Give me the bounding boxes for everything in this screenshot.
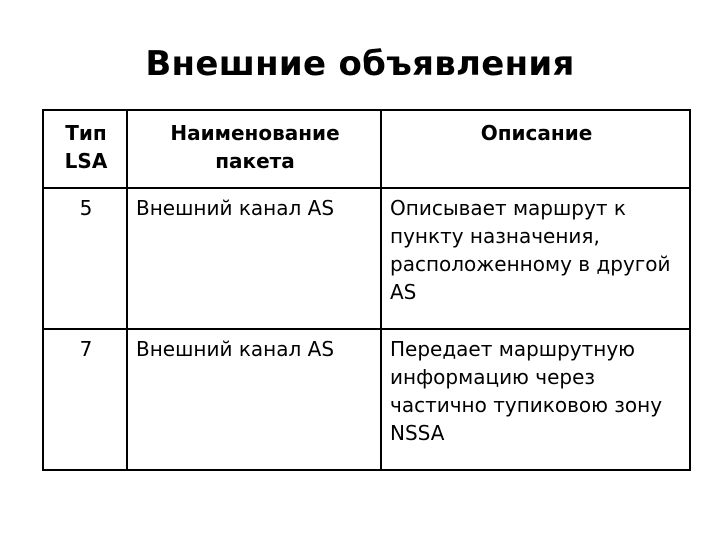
cell-lsa-type: 7 [43, 329, 127, 470]
header-packet-name-line2: пакета [215, 149, 295, 173]
cell-description: Передает маршрутную информацию через частично тупиковою зону NSSA [381, 329, 690, 470]
table-header-row [43, 110, 690, 188]
cell-packet-name: Внешний канал AS [127, 329, 381, 470]
header-lsa-type-line1: Тип [65, 121, 107, 145]
slide-title: Внешние объявления [145, 44, 575, 84]
header-description-text: Описание [480, 121, 593, 145]
table-row [43, 188, 690, 329]
header-lsa-type [43, 110, 127, 188]
table-row [43, 329, 690, 470]
header-packet-name-line1: Наименование [170, 121, 340, 145]
header-description [381, 110, 690, 188]
cell-lsa-type: 5 [43, 188, 127, 329]
lsa-table [42, 109, 691, 471]
header-packet-name [127, 110, 381, 188]
cell-packet-name: Внешний канал AS [127, 188, 381, 329]
header-lsa-type-line2: LSA [64, 149, 108, 173]
cell-description: Описывает маршрут к пункту назначения, расположенному в другой AS [381, 188, 690, 329]
